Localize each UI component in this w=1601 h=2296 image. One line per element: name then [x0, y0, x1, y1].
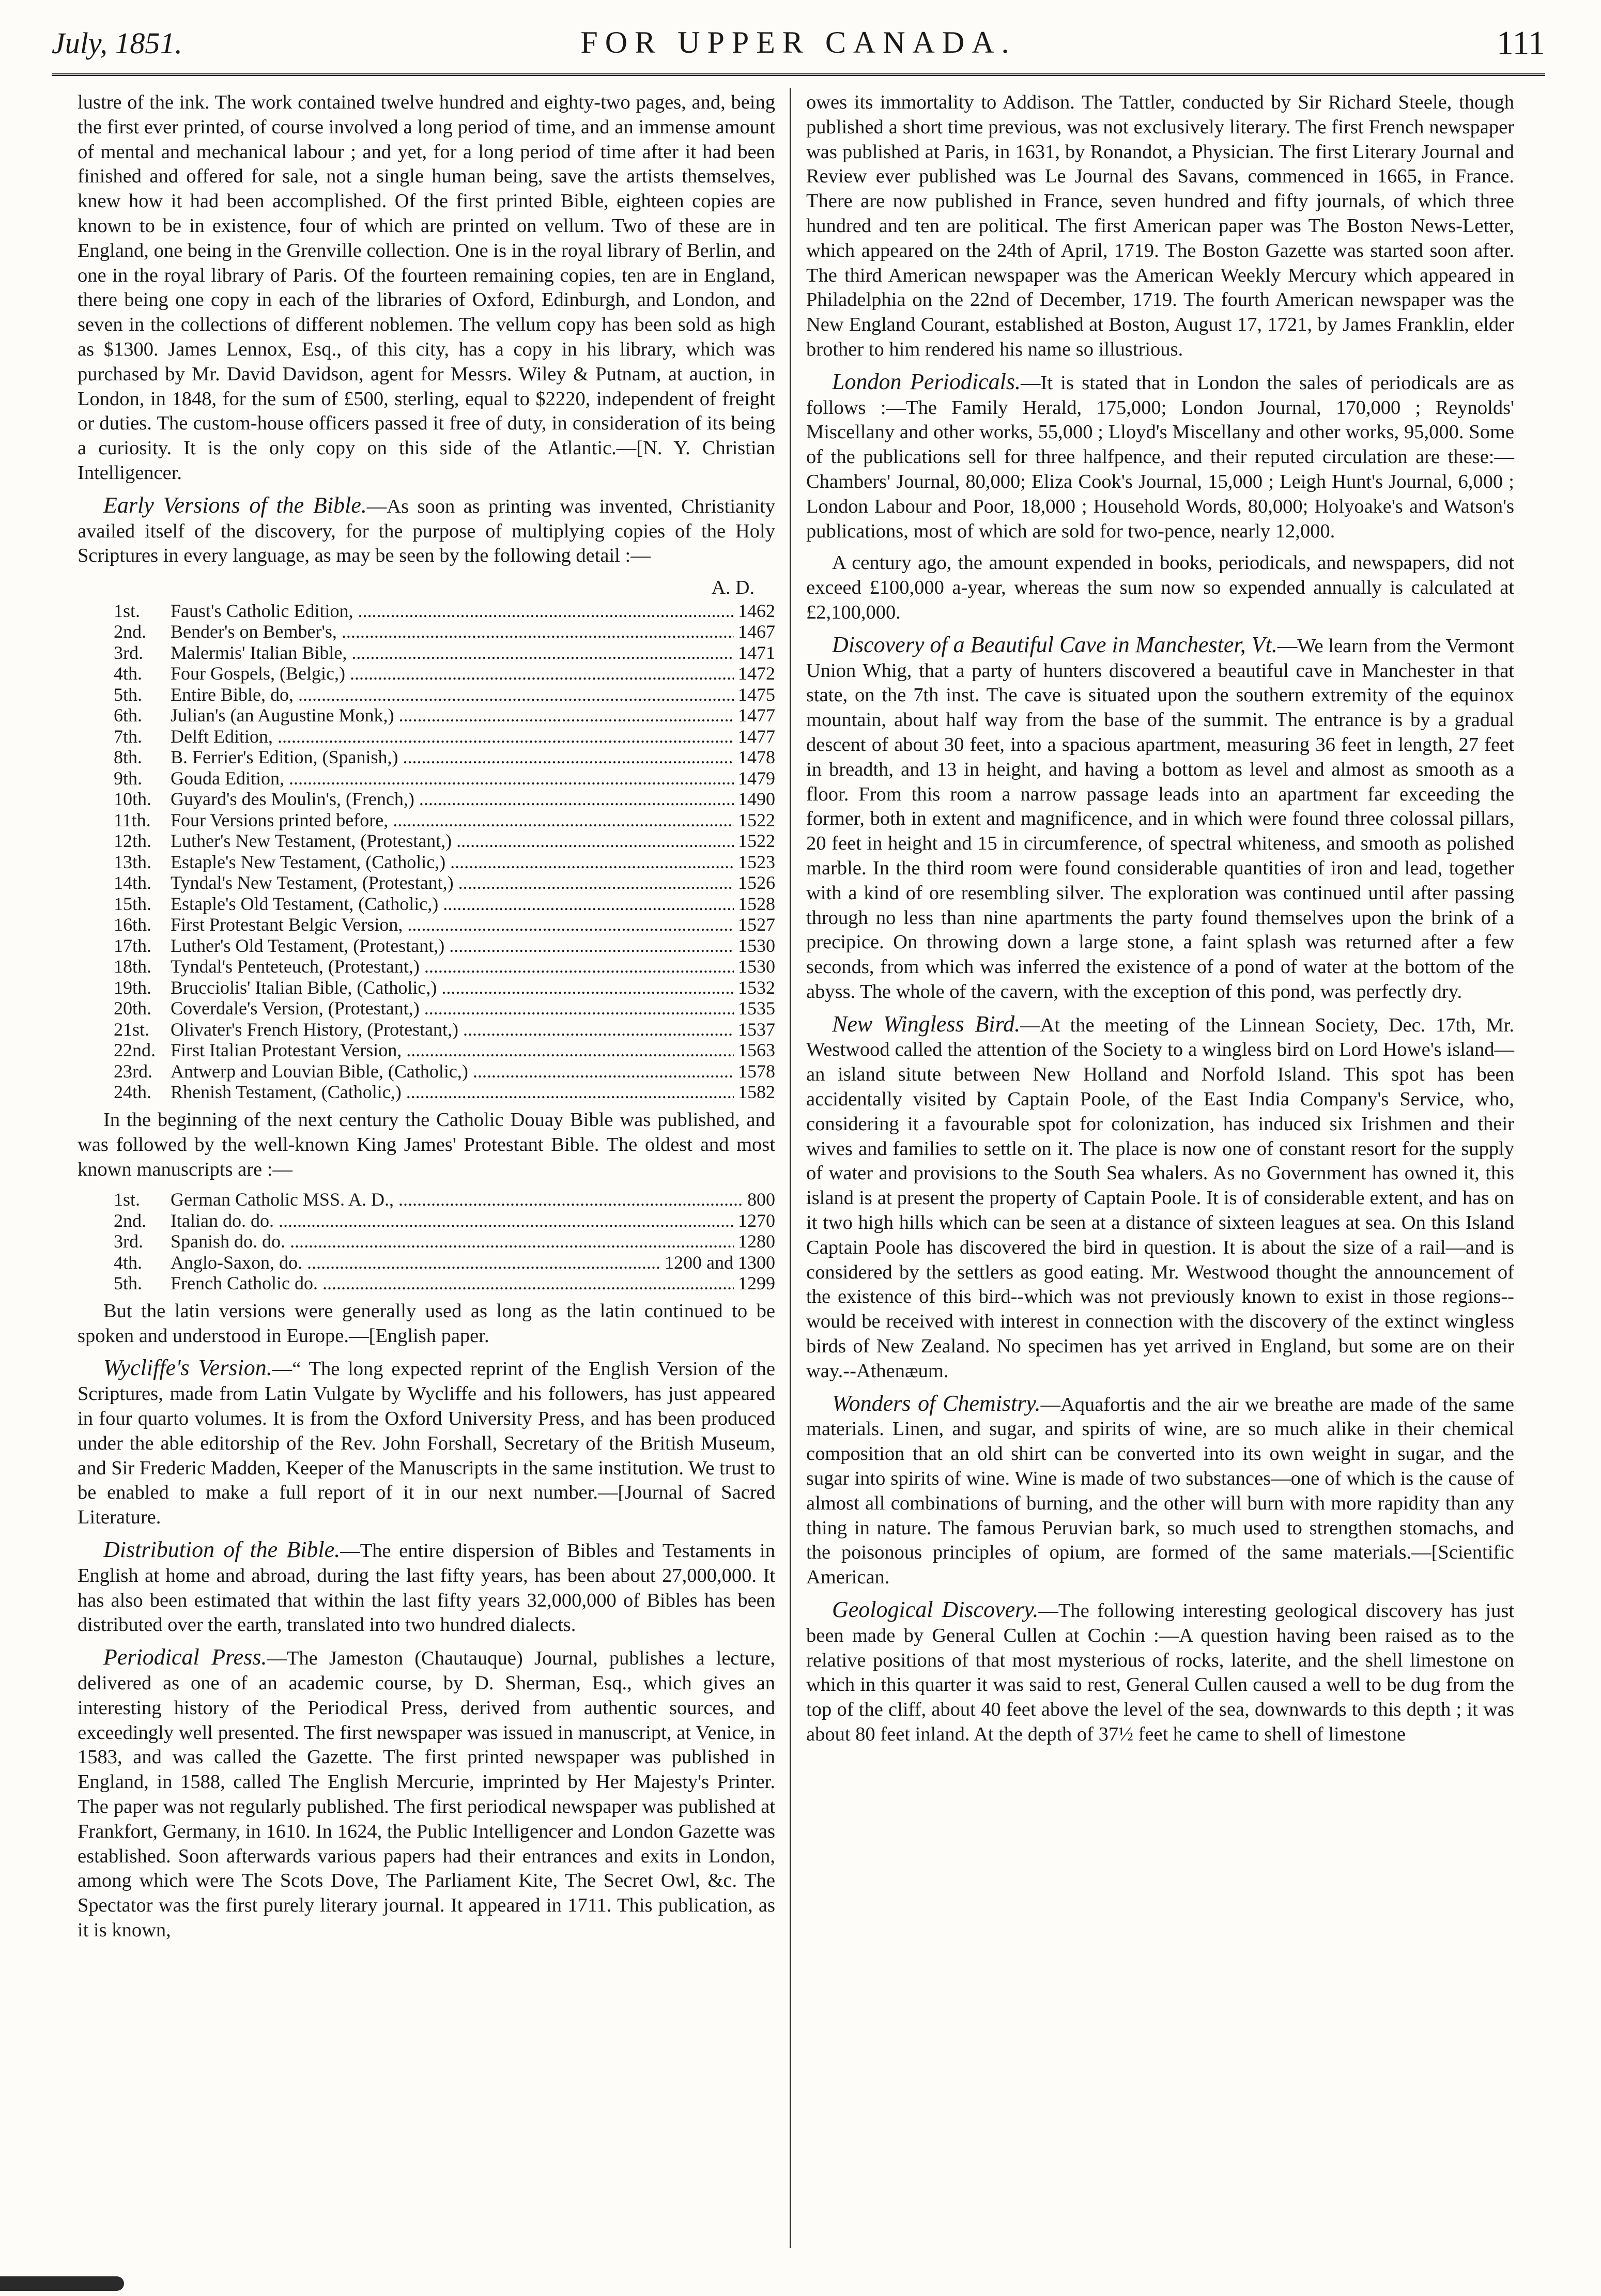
paragraph-continued: owes its immortality to Addison. The Tattler, conducted by Sir Richard Steele, though published a short time previous, was not exclusively literary. The first French newspaper was published at Paris, in 1631, by Ronandot, a Physician. The first Literary Journal and Review ever published was Le Journal des Savans, commenced in 1665, in France. There are now published in France, seven hundred and fifty journals, of which three hundred and ten are political. The first American paper was The Boston News-Letter, which appeared on the 24th of April, 1719. The Boston Gazette was started soon after. The third American newspaper was the American Weekly Mercury which appeared in Philadelphia on the 22nd of December, 1719. The fourth American newspaper was the New England Courant, established at Boston, August 17, 1721, by James Franklin, elder brother to him rendered his name so illustrious. [806, 91, 1514, 360]
version-item-title: Rhenish Testament, (Catholic,) ..... [171, 1082, 734, 1103]
manuscript-item-year: 1280 [738, 1231, 775, 1252]
version-item-ordinal: 19th. [114, 977, 152, 998]
version-item-year: 1477 [738, 726, 775, 747]
version-item-title: Tyndal's Penteteuch, (Protestant,) ..... [171, 956, 734, 977]
version-item-ordinal: 20th. [114, 998, 152, 1019]
version-item-ordinal: 22nd. [114, 1040, 156, 1061]
version-item-title: Julian's (an Augustine Monk,) ..... [171, 705, 734, 726]
version-item [114, 956, 775, 977]
manuscript-item-ordinal: 4th. [114, 1252, 143, 1273]
manuscript-item-year: 1200 and 1300 [665, 1252, 775, 1273]
version-item [114, 893, 775, 915]
header-rule [52, 73, 1545, 76]
version-item [114, 642, 775, 664]
version-item-year: 1537 [738, 1019, 775, 1040]
version-item-ordinal: 14th. [114, 872, 152, 893]
version-item [114, 1019, 775, 1040]
right-column [806, 90, 1514, 1754]
version-item [114, 747, 775, 768]
version-item-year: 1522 [738, 830, 775, 852]
version-item-title: Bender's on Bember's, ..... [171, 621, 734, 642]
manuscript-item-ordinal: 1st. [114, 1189, 141, 1210]
manuscript-item [114, 1189, 775, 1210]
version-item-ordinal: 5th. [114, 684, 143, 705]
version-item-ordinal: 7th. [114, 726, 143, 747]
version-item [114, 872, 775, 893]
article-chemistry [806, 1391, 1514, 1590]
header-date: July, 1851. [52, 26, 182, 60]
chemistry-text: —Aquafortis and the air we breathe are made of the same materials. Linen, and sugar, and spirits of wine, are so much alike in their chemical composition that an old shirt can be converted into its own weight in sugar, and the sugar into spirits of wine. Wine is made of two substances—one of which is the cause of almost all combinations of burning, and the other will burn with more rapidity than any thing in nature. The famous Peruvian bark, so much used to strengthen stomachs, and the poisonous principles of opium, are formed of the same materials.—[Scientific American. [806, 1393, 1514, 1589]
manuscript-item-ordinal: 2nd. [114, 1210, 146, 1231]
version-item [114, 684, 775, 705]
version-item-ordinal: 8th. [114, 747, 143, 768]
heading-chemistry: Wonders of Chemistry. [832, 1390, 1041, 1416]
version-item-ordinal: 11th. [114, 809, 151, 830]
version-item [114, 600, 775, 622]
version-item [114, 621, 775, 642]
manuscript-item [114, 1252, 775, 1273]
version-item [114, 810, 775, 831]
manuscript-item-ordinal: 3rd. [114, 1231, 143, 1252]
paragraph-intro: lustre of the ink. The work contained twelve hundred and eighty-two pages, and, being the first ever printed, of course involved a long period of time, and an immense amount of mental and mechanical labour ; and yet, for a long period of time after it had been finished and offered for sale, not a single human being, save the artists themselves, knew how it had been accomplished. Of the first printed Bible, eighteen copies are known to be in existence, four of which are printed on vellum. Two of these are in England, one being in the Grenville collection. One is in the royal library of Berlin, and one in the royal library of Paris. Of the fourteen remaining copies, ten are in England, there being one copy in each of the libraries of Oxford, Edinburgh, and London, and seven in the collections of different noblemen. The vellum copy has been sold as high as $1300. James Lennox, Esq., of this city, has a copy in his library, which was purchased by Mr. David Davidson, agent for Messrs. Wiley & Putnam, at auction, in London, in 1848, for the sum of £500, sterling, equal to $2220, independent of freight or duties. The custom-house officers passed it free of duty, in consideration of its being a curiosity. It is the only copy on this side of the Atlantic.—[N. Y. Christian Intelligencer. [78, 91, 775, 484]
version-item-ordinal: 4th. [114, 663, 143, 684]
version-item-title: Entire Bible, do, ..... [171, 684, 734, 705]
version-item-ordinal: 18th. [114, 956, 152, 977]
article-distribution [78, 1537, 775, 1638]
version-item-year: 1462 [738, 600, 775, 621]
version-item [114, 705, 775, 726]
manuscript-item [114, 1210, 775, 1231]
distribution-text: —The entire dispersion of Bibles and Testaments in English at home and abroad, during the last fifty years, has been about 27,000,000. It has also been estimated that within the last fifty years 32,000,000 of Bibles has been distributed over the earth, translated into two hundred dialects. [78, 1540, 775, 1636]
paragraph-century: A century ago, the amount expended in books, periodicals, and newspapers, did not exceed £100,000 a-year, whereas the sum now so expended annually is calculated at £2,100,000. [806, 552, 1514, 623]
version-item-ordinal: 3rd. [114, 642, 143, 663]
version-item-ordinal: 17th. [114, 935, 152, 956]
manuscript-item-ordinal: 5th. [114, 1273, 143, 1294]
paragraph-latin: But the latin versions were generally used as long as the latin continued to be spoken and understood in Europe.—[English paper. [78, 1300, 775, 1347]
version-item-ordinal: 12th. [114, 830, 152, 852]
manuscript-item-title: Anglo-Saxon, do. ..... [171, 1252, 660, 1273]
version-item-ordinal: 9th. [114, 767, 143, 789]
manuscript-item-year: 1299 [738, 1273, 775, 1294]
version-item [114, 663, 775, 684]
manuscript-item [114, 1273, 775, 1294]
version-item-ordinal: 10th. [114, 789, 152, 810]
early-versions-text: —As soon as printing was invented, Christianity availed itself of the discovery, for the purpose of multiplying copies of the Holy Scriptures in every language, as may be seen by the following detail :— [78, 495, 775, 567]
heading-cave: Discovery of a Beautiful Cave in Manchester, Vt. [832, 631, 1277, 657]
version-item-year: 1522 [738, 809, 775, 830]
version-item-year: 1582 [738, 1082, 775, 1103]
ad-label: A. D. [711, 577, 755, 599]
manuscript-item-title: Spanish do. do. ..... [171, 1231, 734, 1252]
version-item-year: 1527 [738, 914, 775, 935]
article-wingless-bird [806, 1012, 1514, 1384]
version-item-title: Malermis' Italian Bible, ..... [171, 642, 734, 664]
version-item-year: 1528 [738, 893, 775, 914]
version-item-year: 1479 [738, 767, 775, 789]
heading-wycliffe: Wycliffe's Version. [103, 1355, 272, 1381]
article-wycliffe [78, 1355, 775, 1530]
version-item-title: Luther's Old Testament, (Protestant,) ..... [171, 935, 734, 957]
version-item [114, 914, 775, 935]
version-item-ordinal: 15th. [114, 893, 152, 914]
cave-text: —We learn from the Vermont Union Whig, that a party of hunters discovered a beautiful cave in Manchester in that state, on the 7th inst. The cave is situated upon the southern extremity of the equinox mountain, about half way from the base of the summit. The entrance is by a gradual descent of about 30 feet, into a spacious apartment, measuring 36 feet in length, 27 feet in breadth, and 13 in height, and having a bottom as level and almost as smooth as a floor. From this room a narrow passage leads into an apartment far exceeding the former, both in extent and magnificence, and in which were found three colossal pillars, 20 feet in height and 15 in circumference, of spectral whiteness, and smooth as polished marble. In the third room were found considerable quantities of iron and lead, together with a kind of ore resembling silver. The exploration was continued until after passing through no less than nine apartments the party found themselves upon the brink of a precipice. On throwing down a large stone, a faint splash was returned after a few seconds, from which was inferred the existence of a pond of water at the bottom of the abyss. The whole of the cavern, with the exception of this pond, was perfectly dry. [806, 635, 1514, 1003]
version-item-year: 1471 [738, 642, 775, 663]
version-item-title: Luther's New Testament, (Protestant,) ..... [171, 830, 734, 852]
column-divider [790, 88, 791, 2248]
manuscript-item-title: German Catholic MSS. A. D., ..... [171, 1189, 743, 1210]
article-cave [806, 633, 1514, 1005]
heading-periodical-press: Periodical Press. [103, 1644, 267, 1670]
version-item-year: 1530 [738, 935, 775, 956]
version-item-ordinal: 21st. [114, 1019, 150, 1040]
version-item [114, 977, 775, 998]
heading-london-periodicals: London Periodicals. [832, 368, 1021, 394]
version-item-ordinal: 24th. [114, 1082, 152, 1103]
version-item [114, 1040, 775, 1061]
version-item-title: Estaple's New Testament, (Catholic,) ..... [171, 852, 734, 873]
manuscript-item-title: Italian do. do. ..... [171, 1210, 734, 1231]
version-item-title: Guyard's des Moulin's, (French,) ..... [171, 789, 734, 810]
version-item-year: 1563 [738, 1040, 775, 1061]
version-item-year: 1467 [738, 621, 775, 642]
version-item [114, 789, 775, 810]
version-item [114, 1061, 775, 1082]
version-item-title: First Italian Protestant Version, ..... [171, 1040, 734, 1061]
geology-text: —The following interesting geological discovery has just been made by General Cullen at Cochin :—A question having been raised as to the relative positions of that most mysterious of rocks, laterite, and the shell limestone on which in this quarter it was said to rest, General Cullen caused a well to be dug from the top of the cliff, about 40 feet above the level of the sea, downwards to this depth ; it was about 80 feet inland. At the depth of 37½ feet he came to shell of limestone [806, 1600, 1514, 1745]
version-item-ordinal: 6th. [114, 705, 143, 726]
version-item-year: 1475 [738, 684, 775, 705]
version-item-title: Olivater's French History, (Protestant,) ..... [171, 1019, 734, 1040]
version-item [114, 726, 775, 747]
version-item-year: 1578 [738, 1060, 775, 1082]
version-item-title: Tyndal's New Testament, (Protestant,) ..... [171, 872, 734, 893]
version-item [114, 830, 775, 852]
manuscript-item [114, 1231, 775, 1252]
version-item-title: Faust's Catholic Edition, ..... [171, 600, 734, 622]
manuscript-item-year: 1270 [738, 1210, 775, 1231]
version-item-year: 1532 [738, 977, 775, 998]
header-title: FOR UPPER CANADA. [580, 25, 1017, 59]
version-item-title: Coverdale's Version, (Protestant,) ..... [171, 998, 734, 1019]
heading-distribution: Distribution of the Bible. [103, 1537, 341, 1562]
article-london-periodicals [806, 369, 1514, 544]
heading-early-versions: Early Versions of the Bible. [103, 492, 367, 518]
version-item-year: 1523 [738, 851, 775, 872]
manuscript-item-title: French Catholic do. ..... [171, 1273, 734, 1294]
version-item-title: Gouda Edition, ..... [171, 768, 734, 789]
version-item-title: First Protestant Belgic Version, ..... [171, 914, 734, 935]
version-item-title: Brucciolis' Italian Bible, (Catholic,) ..... [171, 977, 734, 998]
page-number: 111 [1496, 24, 1545, 62]
version-item [114, 998, 775, 1019]
version-item-title: Delft Edition, ..... [171, 726, 734, 747]
versions-list [78, 600, 775, 1103]
left-column [78, 90, 775, 1950]
bird-text: —At the meeting of the Linnean Society, Dec. 17th, Mr. Westwood called the attention of the Society to a wingless bird on Lord Howe's island—an island situte between New Holland and Norfold Island. This spot has been accidentally visited by Captain Poole, of the East India Company's Service, who, considering it a favourable spot for colonization, has induced six Irishmen and their wives and families to settle on it. The place is now one of constant resort for the supply of water and provisions to the South Sea whalers. As no Government has owned it, this island is at present the property of Captain Poole. It is of considerable extent, and has on it two high hills which can be seen at a distance of sixteen leagues at sea. On this Island Captain Poole has discovered the bird in question. It is about the size of a rail—and is considered by the settlers as good eating. Mr. Westwood thought the announcement of the existence of this bird--which was not previously known to exist in those regions--would be received with interest in connection with the discovery of the extinct wingless birds of New Zealand. No specimen has yet arrived in England, but some are on their way.--Athenæum. [806, 1014, 1514, 1382]
manuscript-item-year: 800 [747, 1189, 775, 1210]
version-item-title: Antwerp and Louvian Bible, (Catholic,) ..... [171, 1061, 734, 1082]
version-item-year: 1478 [738, 747, 775, 768]
version-item-year: 1526 [738, 872, 775, 893]
version-item-title: Four Gospels, (Belgic,) ..... [171, 663, 734, 684]
article-periodical-press [78, 1645, 775, 1943]
version-item-year: 1490 [738, 789, 775, 810]
version-item-ordinal: 1st. [114, 600, 141, 621]
article-geology [806, 1597, 1514, 1747]
paragraph-douay: In the beginning of the next century the Catholic Douay Bible was published, and was followed by the well-known King James' Protestant Bible. The oldest and most known manuscripts are :— [78, 1108, 775, 1180]
version-item-ordinal: 13th. [114, 851, 152, 872]
version-item-title: Four Versions printed before, ..... [171, 810, 734, 831]
heading-geology: Geological Discovery. [832, 1597, 1039, 1623]
periodical-text: —The Jameston (Chautauque) Journal, publishes a lecture, delivered as one of an academic course, by D. Sherman, Esq., which gives an interesting history of the Periodical Press, derived from authentic sources, and exceedingly well presented. The first newspaper was issued in manuscript, at Venice, in 1583, and was called the Gazette. The first printed newspaper was published in England, in 1588, called The English Mercurie, imprinted by Her Majesty's Printer. The paper was not regularly published. The first periodical newspaper was published at Frankfort, Germany, in 1610. In 1624, the Public Intelligencer and London Gazette was established. Soon afterwards various papers had their entrances and exits in London, among which were The Scots Dove, The Parliament Kite, The Secret Owl, &c. The Spectator was the first purely literary journal. It appeared in 1711. This publication, as it is known, [78, 1647, 775, 1941]
version-item [114, 768, 775, 789]
page-header [52, 16, 1545, 72]
version-item-ordinal: 16th. [114, 914, 152, 935]
version-item-ordinal: 2nd. [114, 621, 146, 642]
wycliffe-text: —“ The long expected reprint of the English Version of the Scriptures, made from Latin Vulgate by Wycliffe and his followers, has just appeared in four quarto volumes. It is from the Oxford University Press, and has been produced under the able editorship of the Rev. John Forshall, Secretary of the British Museum, and Sir Frederic Madden, Keeper of the Manuscripts in the same institution. We trust to be enabled to make a full report of it in our next number.—[Journal of Sacred Literature. [78, 1358, 775, 1529]
version-item-year: 1535 [738, 998, 775, 1019]
version-item [114, 935, 775, 957]
manuscripts-list [78, 1189, 775, 1294]
version-item [114, 1082, 775, 1103]
article-early-versions [78, 493, 775, 568]
version-item-title: B. Ferrier's Edition, (Spanish,) ..... [171, 747, 734, 768]
heading-wingless-bird: New Wingless Bird. [832, 1011, 1021, 1037]
version-item-title: Estaple's Old Testament, (Catholic,) ..... [171, 893, 734, 915]
london-text: —It is stated that in London the sales of periodicals are as follows :—The Family Herald, 175,000; London Journal, 170,000 ; Reynolds' Miscellany and other works, 55,000 ; Lloyd's Miscellany and other works, 95,000. Some of the publications sell for three halfpence, and their reputed circulation are these:—Chambers' Journal, 80,000; Eliza Cook's Journal, 15,000 ; Leigh Hunt's Journal, 6,000 ; London Labour and Poor, 18,000 ; Household Words, 80,000; Holyoake's and Watson's publications, most of which are sold for two-pence, nearly 12,000. [806, 372, 1514, 542]
page-edge-mark [0, 2276, 124, 2291]
version-item-ordinal: 23rd. [114, 1060, 152, 1082]
version-item-year: 1477 [738, 705, 775, 726]
version-item-year: 1530 [738, 956, 775, 977]
version-item-year: 1472 [738, 663, 775, 684]
version-item [114, 852, 775, 873]
